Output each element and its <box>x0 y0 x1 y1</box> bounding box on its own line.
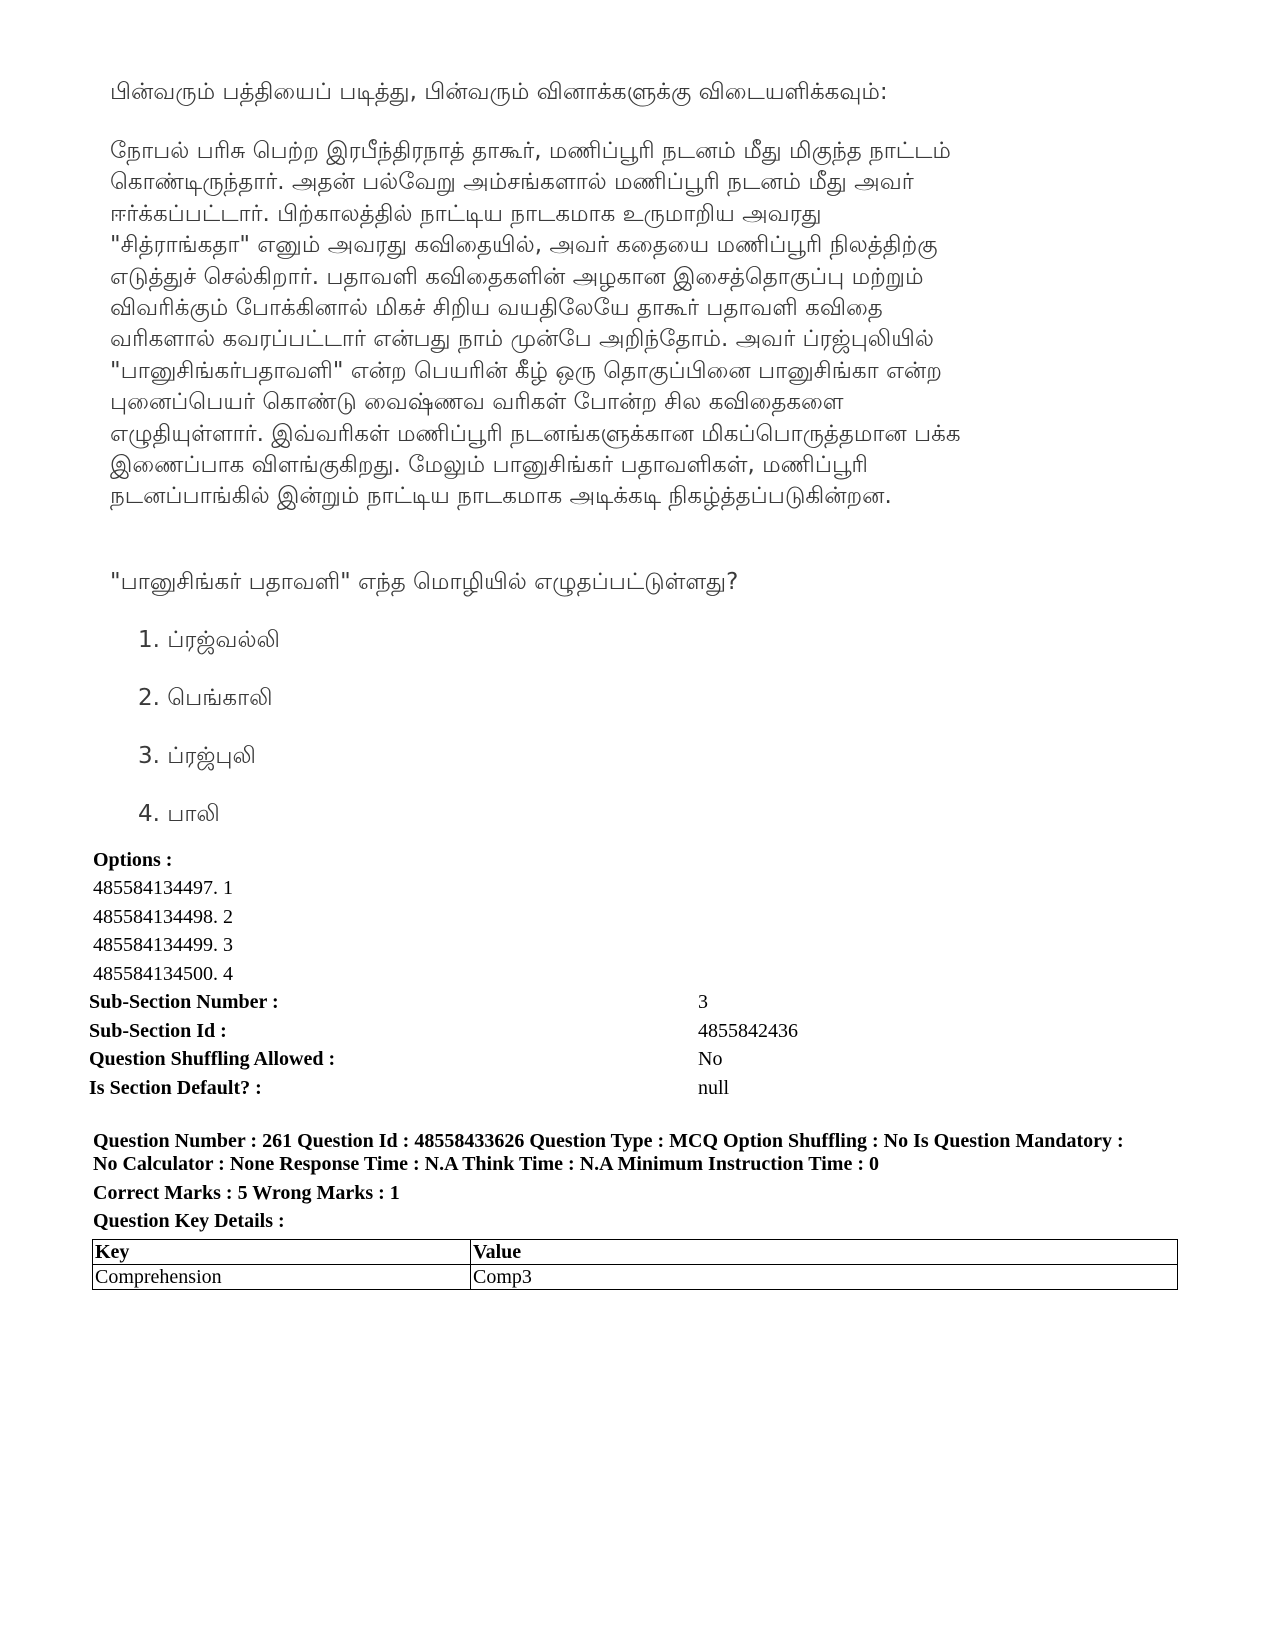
passage-line: விவரிக்கும் போக்கினால் மிகச் சிறிய வயதிலேயே தாகூர் பதாவளி கவிதை <box>110 295 883 322</box>
passage-line: "பானுசிங்கர்பதாவளி" என்ற பெயரின் கீழ் ஒரு தொகுப்பினை பானுசிங்கா என்ற <box>110 357 942 384</box>
passage-line: நடனப்பாங்கில் இன்றும் நாட்டிய நாடகமாக அடிக்கடி நிகழ்த்தப்படுகின்றன. <box>110 483 892 510</box>
meta-label: Sub-Section Id : <box>89 1019 227 1042</box>
meta-row <box>89 1017 1089 1046</box>
question-text: "பானுசிங்கர் பதாவளி" எந்த மொழியில் எழுதப்பட்டுள்ளது? <box>110 569 739 595</box>
option-id: 485584134498. 2 <box>93 905 233 928</box>
passage <box>110 76 1170 513</box>
meta-value: No <box>698 1048 723 1070</box>
passage-line: வரிகளால் கவரப்பட்டார் என்பது நாம் முன்பே அறிந்தோம். அவர் ப்ரஜ்புலியில் <box>110 326 934 353</box>
passage-line: நோபல் பரிசு பெற்ற இரபீந்திரநாத் தாகூர், மணிப்பூரி நடனம் மீது மிகுந்த நாட்டம் <box>110 138 951 164</box>
option-id: 485584134497. 1 <box>93 877 233 899</box>
meta-row <box>89 988 1089 1017</box>
answer-choice: 1. ப்ரஜ்வல்லி <box>138 627 280 653</box>
marks-line: Correct Marks : 5 Wrong Marks : 1 <box>93 1182 400 1204</box>
answer-choice: 3. ப்ரஜ்புலி <box>138 743 256 769</box>
option-id: 485584134499. 3 <box>93 934 233 956</box>
meta-label: Question Shuffling Allowed : <box>89 1048 336 1070</box>
table-row <box>93 1265 1178 1290</box>
passage-line: ஈர்க்கப்பட்டார். பிற்காலத்தில் நாட்டிய நாடகமாக உருமாறிய அவரது <box>110 200 822 227</box>
meta-value: 3 <box>698 991 708 1013</box>
meta-row <box>89 1074 1089 1103</box>
passage-line: "சித்ராங்கதா" எனும் அவரது கவிதையில், அவர் கதையை மணிப்பூரி நிலத்திற்கு <box>110 232 938 259</box>
key-details-heading: Question Key Details : <box>93 1210 285 1232</box>
answer-choices <box>138 624 280 856</box>
passage-line: புனைப்பெயர் கொண்டு வைஷ்ணவ வரிகள் போன்ற சில கவிதைகளை <box>110 389 844 416</box>
meta-value: 4855842436 <box>698 1019 798 1042</box>
table-cell: Comprehension <box>93 1265 471 1290</box>
passage-line: எழுதியுள்ளார். இவ்வரிகள் மணிப்பூரி நடனங்களுக்கான மிகப்பொருத்தமான பக்க <box>110 420 961 447</box>
meta-row <box>89 1045 1089 1074</box>
table-header-row <box>93 1240 1178 1265</box>
question-info-line: No Calculator : None Response Time : N.A Think Time : N.A Minimum Instruction Time : 0 <box>93 1152 879 1175</box>
key-details-table <box>92 1239 1178 1290</box>
subsection-meta <box>89 988 1089 1102</box>
passage-line: இணைப்பாக விளங்குகிறது. மேலும் பானுசிங்கர் பதாவளிகள், மணிப்பூரி <box>110 452 868 479</box>
table-cell: Comp3 <box>471 1265 1178 1290</box>
meta-label: Sub-Section Number : <box>89 991 279 1013</box>
table-header-cell: Key <box>93 1240 471 1265</box>
question-info <box>93 1130 1183 1235</box>
passage-paragraph <box>110 136 1170 513</box>
options-heading: Options : <box>93 849 173 871</box>
options-block <box>93 846 233 988</box>
meta-value: null <box>698 1076 730 1099</box>
meta-label: Is Section Default? : <box>89 1076 262 1099</box>
passage-line: கொண்டிருந்தார். அதன் பல்வேறு அம்சங்களால் மணிப்பூரி நடனம் மீது அவர் <box>110 169 914 196</box>
answer-choice: 4. பாலி <box>138 801 220 827</box>
question-info-line: Question Number : 261 Question Id : 48558433626 Question Type : MCQ Option Shuffling : No Is Question Mandatory : <box>93 1130 1124 1152</box>
passage-line: எடுத்துச் செல்கிறார். பதாவளி கவிதைகளின் அழகான இசைத்தொகுப்பு மற்றும் <box>110 263 924 290</box>
table-header-cell: Value <box>471 1240 1178 1265</box>
answer-choice: 2. பெங்காலி <box>138 685 273 711</box>
option-id: 485584134500. 4 <box>93 962 233 985</box>
passage-intro: பின்வரும் பத்தியைப் படித்து, பின்வரும் வினாக்களுக்கு விடையளிக்கவும்: <box>110 79 888 105</box>
